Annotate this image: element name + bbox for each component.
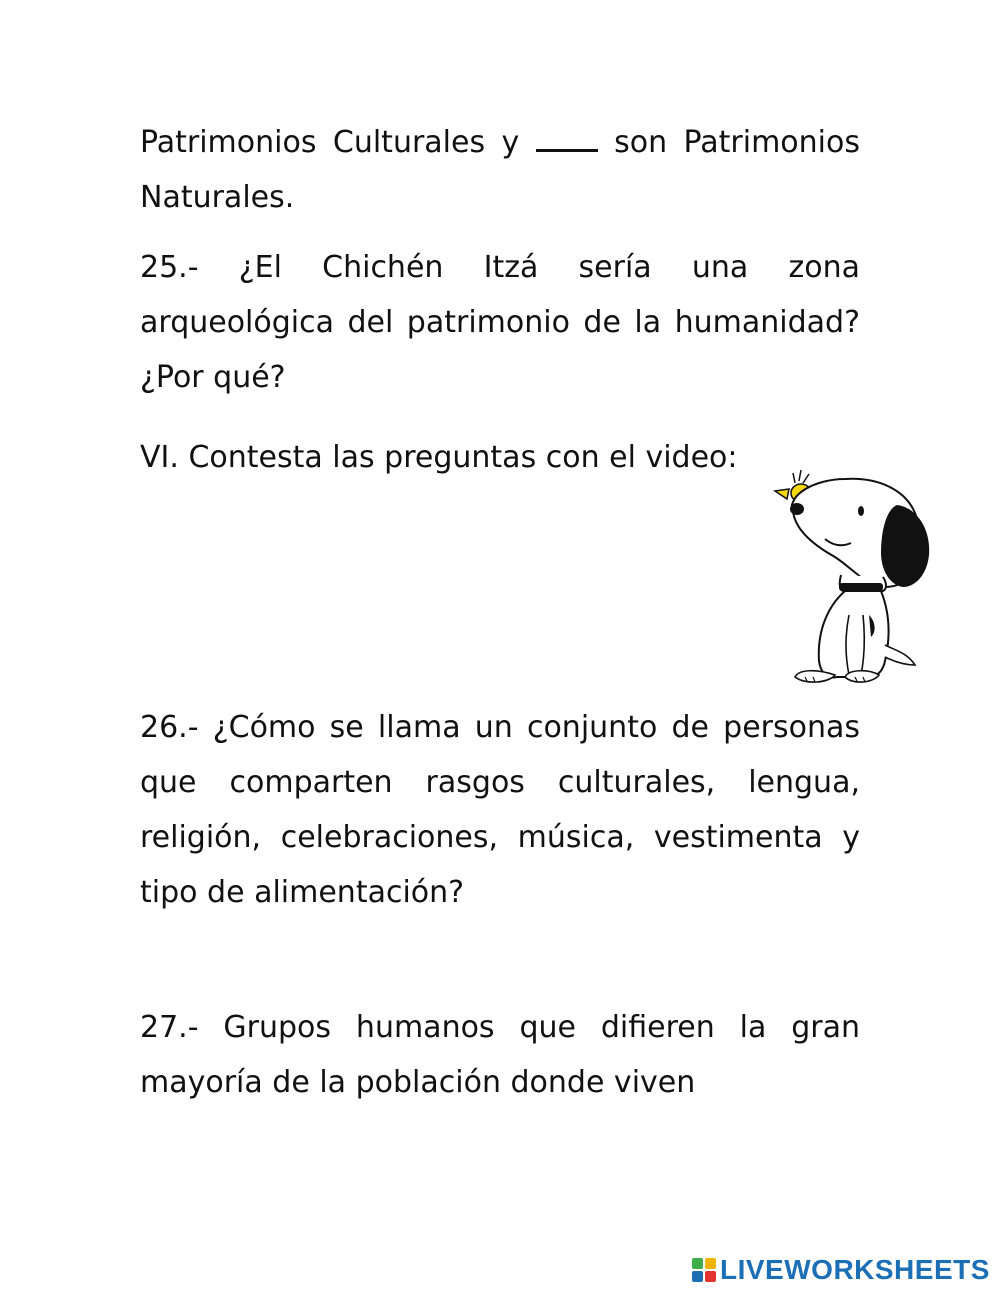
- liveworksheets-logo-icon: [692, 1258, 716, 1282]
- section-heading-vi: VI. Contesta las preguntas con el video:: [140, 440, 738, 475]
- question-26: 26.- ¿Cómo se llama un conjunto de personas que comparten rasgos culturales, lengua, religión, celebraciones, música, vestimenta y tipo de alimentación?: [140, 710, 860, 910]
- question-25: 25.- ¿El Chichén Itzá sería una zona arqueológica del patrimonio de la humanidad? ¿Por qué?: [140, 250, 860, 395]
- snoopy-icon: [790, 479, 929, 682]
- paragraph-patrimonios-before: Patrimonios Culturales y: [140, 125, 520, 160]
- question-27: 27.- Grupos humanos que difieren la gran mayoría de la población donde viven: [140, 1010, 860, 1100]
- paragraph-patrimonios-after: son Patrimonios Naturales.: [140, 125, 860, 215]
- snoopy-woodstock-icon: [765, 465, 935, 690]
- liveworksheets-logo[interactable]: [692, 1253, 990, 1287]
- paragraph-patrimonios: [140, 115, 860, 225]
- liveworksheets-logo-text: LIVEWORKSHEETS: [720, 1254, 990, 1285]
- answer-blank: [536, 129, 598, 152]
